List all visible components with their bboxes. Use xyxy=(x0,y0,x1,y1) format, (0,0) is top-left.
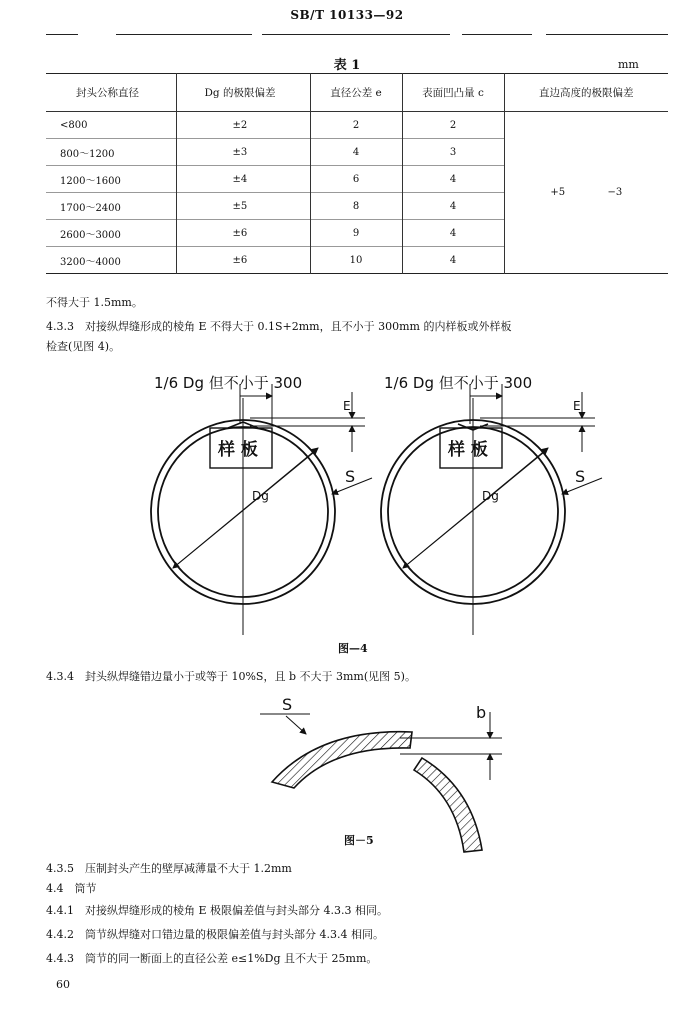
column-header: 直边高度的极限偏差 xyxy=(504,74,668,112)
column-header: Dg 的极限偏差 xyxy=(176,74,310,112)
paragraph-4-3-3: 4.3.3 对接纵焊缝形成的棱角 E 不得大于 0.1S+2mm，且不小于 300mm 的内样板或外样板 xyxy=(46,320,512,333)
cell-diameter-tolerance: 4 xyxy=(310,139,402,166)
cell-dg-deviation: ±5 xyxy=(176,193,310,220)
s-label: S xyxy=(345,467,356,486)
column-header: 表面凹凸量 c xyxy=(402,74,504,112)
b-label: b xyxy=(476,703,487,722)
table-title: 表 1 xyxy=(333,58,361,73)
cell-diameter-tolerance: 6 xyxy=(310,166,402,193)
cell-diameter: 1700～2400 xyxy=(60,202,121,214)
cell-surface-unevenness: 4 xyxy=(402,247,504,274)
paragraph-4-4-1: 4.4.1 对接纵焊缝形成的棱角 E 极限偏差值与封头部分 4.3.3 相同。 xyxy=(46,904,388,917)
cell-surface-unevenness: 4 xyxy=(402,193,504,220)
header-rule xyxy=(462,34,532,35)
table-unit: mm xyxy=(618,58,639,71)
paragraph-4-3-5: 4.3.5 压制封头产生的壁厚减薄量不大于 1.2mm xyxy=(46,862,292,875)
upper-deviation: +5 xyxy=(550,187,566,198)
cell-diameter: <800 xyxy=(60,119,88,131)
header-rule xyxy=(46,34,78,35)
cell-surface-unevenness: 3 xyxy=(402,139,504,166)
dg-label: Dg xyxy=(252,489,269,503)
column-header: 封头公称直径 xyxy=(76,87,139,99)
plate-left xyxy=(272,732,412,788)
e-label: E xyxy=(343,399,351,413)
dg-label: Dg xyxy=(482,489,499,503)
header-rule xyxy=(262,34,450,35)
cell-diameter: 800～1200 xyxy=(60,148,115,160)
cell-dg-deviation: ±6 xyxy=(176,220,310,247)
lower-deviation: −3 xyxy=(607,187,623,198)
paragraph-4-3-4: 4.3.4 封头纵焊缝错边量小于或等于 10%S，且 b 不大于 3mm(见图 5)。 xyxy=(46,670,416,683)
s-arrow xyxy=(286,716,306,734)
figure-5 xyxy=(250,692,520,862)
template-label: 样 板 xyxy=(448,440,488,460)
figure-4-right xyxy=(381,384,602,635)
table-header-row xyxy=(46,74,668,112)
template-label: 样 板 xyxy=(218,440,258,460)
tolerance-table xyxy=(46,73,668,274)
cell-dg-deviation: ±2 xyxy=(176,112,310,139)
figure-4 xyxy=(140,360,620,642)
s-label: S xyxy=(282,695,293,714)
cell-surface-unevenness: 2 xyxy=(402,112,504,139)
table-row xyxy=(46,112,668,139)
standard-code-header: SB/T 10133—92 xyxy=(290,8,404,22)
annotation-text: 1/6 Dg 但不小于 300 xyxy=(154,374,303,392)
column-header: 直径公差 e xyxy=(310,74,402,112)
header-rule xyxy=(546,34,668,35)
e-label: E xyxy=(573,399,581,413)
cell-diameter: 1200～1600 xyxy=(60,175,121,187)
cell-diameter-tolerance: 10 xyxy=(310,247,402,274)
figure-5-caption: 图－5 xyxy=(344,834,374,847)
cell-surface-unevenness: 4 xyxy=(402,166,504,193)
figure-4-left xyxy=(151,384,372,635)
cell-dg-deviation: ±6 xyxy=(176,247,310,274)
figure-4-caption: 图—4 xyxy=(338,642,368,655)
cell-diameter-tolerance: 8 xyxy=(310,193,402,220)
cell-surface-unevenness: 4 xyxy=(402,220,504,247)
paragraph-4-4-3: 4.4.3 筒节的同一断面上的直径公差 e≤1%Dg 且不大于 25mm。 xyxy=(46,952,378,965)
plate-right xyxy=(414,758,482,852)
cell-dg-deviation: ±3 xyxy=(176,139,310,166)
cell-diameter-tolerance: 2 xyxy=(310,112,402,139)
cell-straight-edge-deviation xyxy=(504,112,668,274)
s-label: S xyxy=(575,467,586,486)
paragraph-4-4-2: 4.4.2 筒节纵焊缝对口错边量的极限偏差值与封头部分 4.3.4 相同。 xyxy=(46,928,384,941)
paragraph: 不得大于 1.5mm。 xyxy=(46,296,143,309)
annotation-text: 1/6 Dg 但不小于 300 xyxy=(384,374,533,392)
cell-diameter-tolerance: 9 xyxy=(310,220,402,247)
cell-dg-deviation: ±4 xyxy=(176,166,310,193)
page-number: 60 xyxy=(56,978,70,991)
header-rule xyxy=(116,34,252,35)
cell-diameter: 2600～3000 xyxy=(60,229,121,241)
paragraph-4-3-3-cont: 检查(见图 4)。 xyxy=(46,340,121,353)
section-4-4-heading: 4.4 筒节 xyxy=(46,882,97,895)
cell-diameter: 3200～4000 xyxy=(60,256,121,268)
